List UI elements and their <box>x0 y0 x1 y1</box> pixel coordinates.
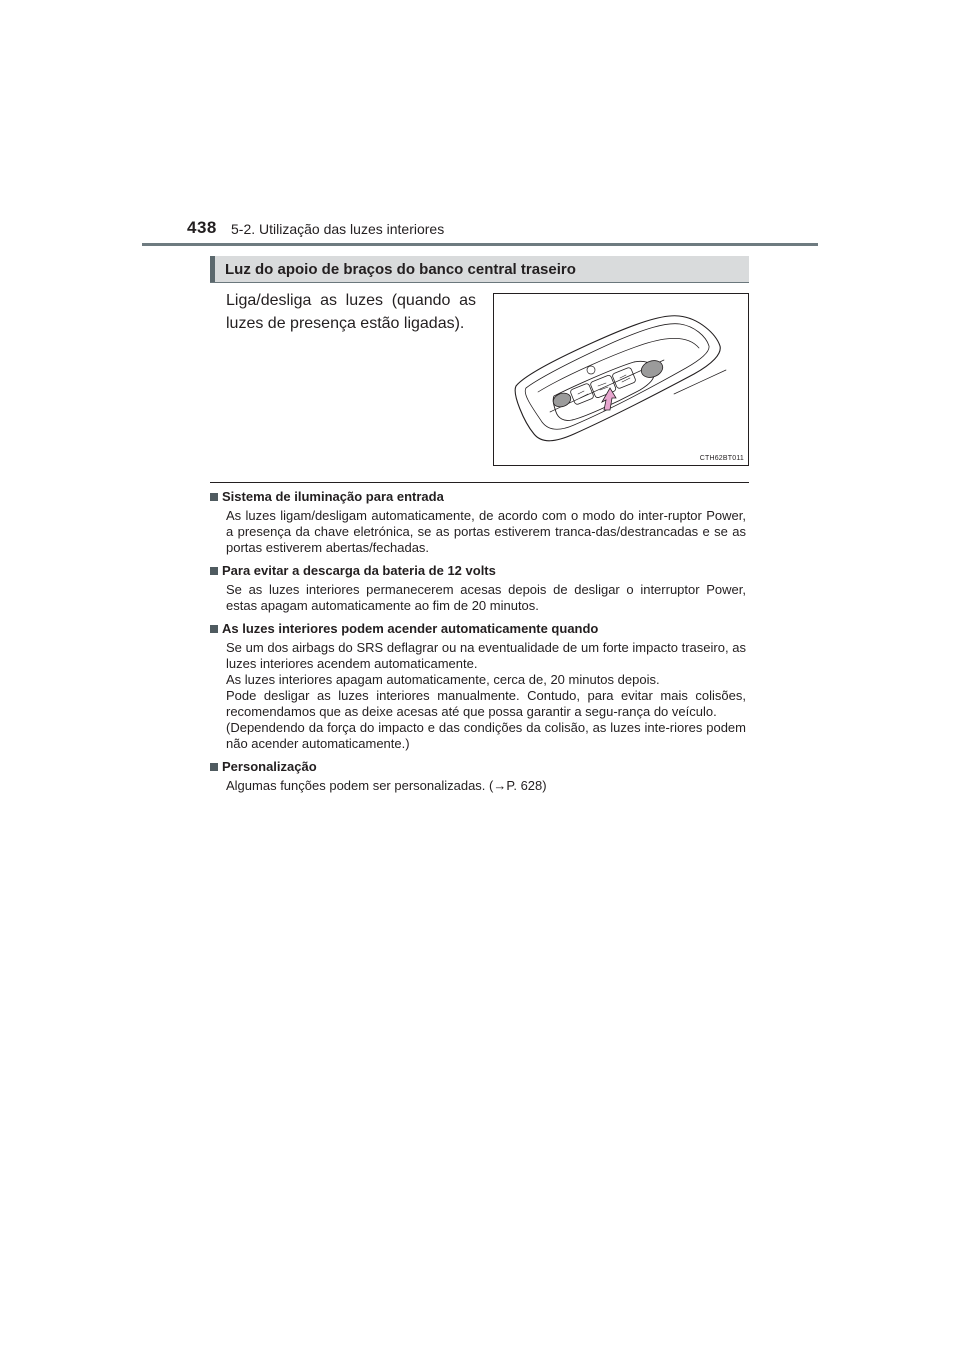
figure-frame <box>493 293 749 466</box>
note-title-text: As luzes interiores podem acender automaticamente quando <box>222 621 599 636</box>
figure-code: CTH62BT011 <box>699 455 744 462</box>
heading-bar <box>210 256 749 283</box>
note-paragraph: (Dependendo da força do impacto e das condições da colisão, as luzes inte-riores podem não acender automaticamente.) <box>226 720 746 751</box>
note <box>210 562 746 614</box>
section-title: 5-2. Utilização das luzes interiores <box>231 221 445 237</box>
bullet-square-icon <box>210 493 218 501</box>
note-title <box>210 488 746 505</box>
note-body <box>226 778 746 794</box>
bullet-square-icon <box>210 567 218 575</box>
note <box>210 620 746 752</box>
note <box>210 758 746 794</box>
note-title-text: Sistema de iluminação para entrada <box>222 489 444 504</box>
note-title-text: Para evitar a descarga da bateria de 12 volts <box>222 563 496 578</box>
page-number: 438 <box>187 218 217 237</box>
note-paragraph: As luzes interiores apagam automaticamente, cerca de, 20 minutos depois. <box>226 672 660 687</box>
intro-text: Liga/desliga as luzes (quando as luzes de presença estão ligadas). <box>226 292 476 332</box>
header-rule <box>142 243 818 246</box>
notes <box>210 488 746 800</box>
note-body <box>226 582 746 614</box>
note <box>210 488 746 556</box>
note-paragraph: Pode desligar as luzes interiores manualmente. Contudo, para evitar mais colisões, recomendamos que as deixe acesas até que possa garantir a segu-rança do veículo. <box>226 688 746 719</box>
note-title <box>210 562 746 579</box>
note-paragraph: Se um dos airbags do SRS deflagrar ou na eventualidade de um forte impacto traseiro, as luzes interiores acendem automaticamente. <box>226 640 746 671</box>
note-title-text: Personalização <box>222 759 317 774</box>
section-rule <box>210 482 749 483</box>
heading-accent <box>210 256 215 282</box>
bullet-square-icon <box>210 625 218 633</box>
armrest-light-illustration <box>494 294 749 466</box>
note-body <box>226 508 746 556</box>
note-paragraph: As luzes ligam/desligam automaticamente, de acordo com o modo do inter-ruptor Power, a presença da chave eletrónica, se as portas estiverem tranca-das/destrancadas e se as portas estiverem abertas/fechadas. <box>226 508 746 555</box>
note-title <box>210 758 746 775</box>
note-title <box>210 620 746 637</box>
note-paragraph: Se as luzes interiores permanecerem acesas depois de desligar o interruptor Power, estas apagam automaticamente ao fim de 20 minutos. <box>226 582 746 613</box>
heading-title: Luz do apoio de braços do banco central traseiro <box>225 261 576 278</box>
bullet-square-icon <box>210 763 218 771</box>
note-body <box>226 640 746 752</box>
note-paragraph: Algumas funções podem ser personalizadas. (→P. 628) <box>226 778 547 793</box>
